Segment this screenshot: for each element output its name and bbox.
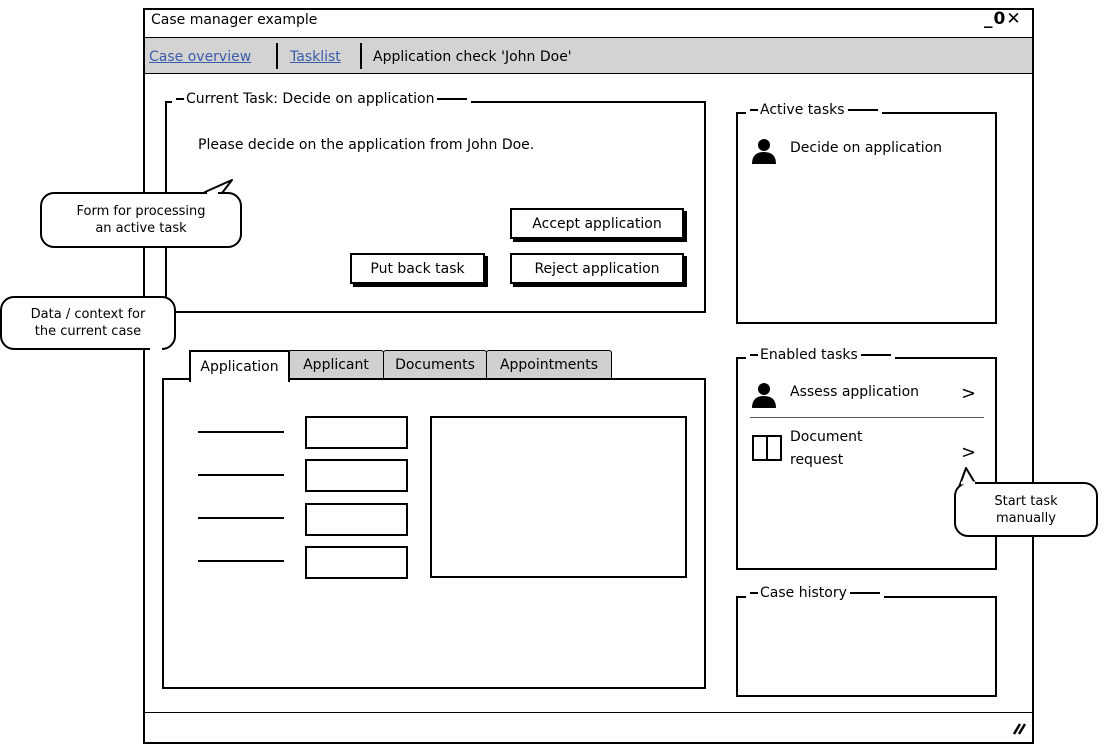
field-label-stub <box>198 517 284 519</box>
reject-application-button[interactable]: Reject application <box>510 253 684 284</box>
callout-text: Start task <box>994 493 1058 509</box>
case-history-legend <box>746 585 884 601</box>
form-field[interactable] <box>305 416 408 449</box>
active-task-label: Decide on application <box>790 140 943 156</box>
resize-grip-icon[interactable] <box>1009 720 1027 736</box>
active-tasks-title: Active tasks <box>760 102 845 118</box>
enabled-task-label: Assess application <box>790 384 920 400</box>
form-field[interactable] <box>305 503 408 536</box>
chevron-right-icon: > <box>961 442 977 463</box>
status-bar-separator <box>145 712 1032 713</box>
enabled-tasks-title: Enabled tasks <box>760 347 858 363</box>
callout-start-task <box>954 482 1098 537</box>
put-back-task-button[interactable]: Put back task <box>350 253 485 284</box>
current-task-legend <box>172 91 471 107</box>
nav-link-tasklist[interactable]: Tasklist <box>290 49 341 65</box>
tab-application[interactable]: Application <box>189 350 290 382</box>
callout-data-context <box>0 296 176 350</box>
tab-appointments[interactable]: Appointments <box>486 350 612 378</box>
field-label-stub <box>198 560 284 562</box>
breadcrumb-bar <box>145 38 1032 74</box>
callout-form-processing <box>40 192 242 248</box>
active-task-item[interactable] <box>749 136 984 166</box>
nav-link-case-overview[interactable]: Case overview <box>149 49 252 65</box>
task-divider <box>750 417 984 418</box>
form-icon <box>752 435 782 461</box>
text-area-field[interactable] <box>430 416 687 578</box>
user-icon <box>751 138 777 164</box>
tab-documents[interactable]: Documents <box>383 350 487 378</box>
window-title: Case manager example <box>151 12 318 28</box>
enabled-task-label-line2: request <box>790 452 844 468</box>
enabled-tasks-legend <box>746 347 895 363</box>
current-task-message: Please decide on the application from John Doe. <box>198 137 535 153</box>
nav-separator <box>276 43 278 69</box>
enabled-task-label-line1: Document <box>790 429 863 445</box>
callout-text: manually <box>995 510 1056 526</box>
chevron-right-icon: > <box>961 383 977 404</box>
accept-application-button[interactable]: Accept application <box>510 208 684 239</box>
form-field[interactable] <box>305 459 408 492</box>
current-task-title: Current Task: Decide on application <box>186 91 435 107</box>
enabled-task-assess-application[interactable] <box>748 378 984 412</box>
tab-applicant[interactable]: Applicant <box>288 350 384 378</box>
window-controls[interactable]: _0✕ <box>984 9 1022 29</box>
user-icon <box>751 382 777 408</box>
breadcrumb-current: Application check 'John Doe' <box>373 49 572 65</box>
callout-text: Data / context for <box>30 307 146 322</box>
callout-text: an active task <box>95 221 187 236</box>
active-tasks-legend <box>746 102 882 118</box>
callout-text: Form for processing <box>76 204 206 219</box>
case-history-panel <box>736 596 997 697</box>
form-field[interactable] <box>305 546 408 579</box>
case-history-title: Case history <box>760 585 847 601</box>
callout-text: the current case <box>34 324 142 339</box>
nav-separator <box>360 43 362 69</box>
enabled-task-document-request[interactable] <box>748 425 984 473</box>
field-label-stub <box>198 474 284 476</box>
field-label-stub <box>198 431 284 433</box>
